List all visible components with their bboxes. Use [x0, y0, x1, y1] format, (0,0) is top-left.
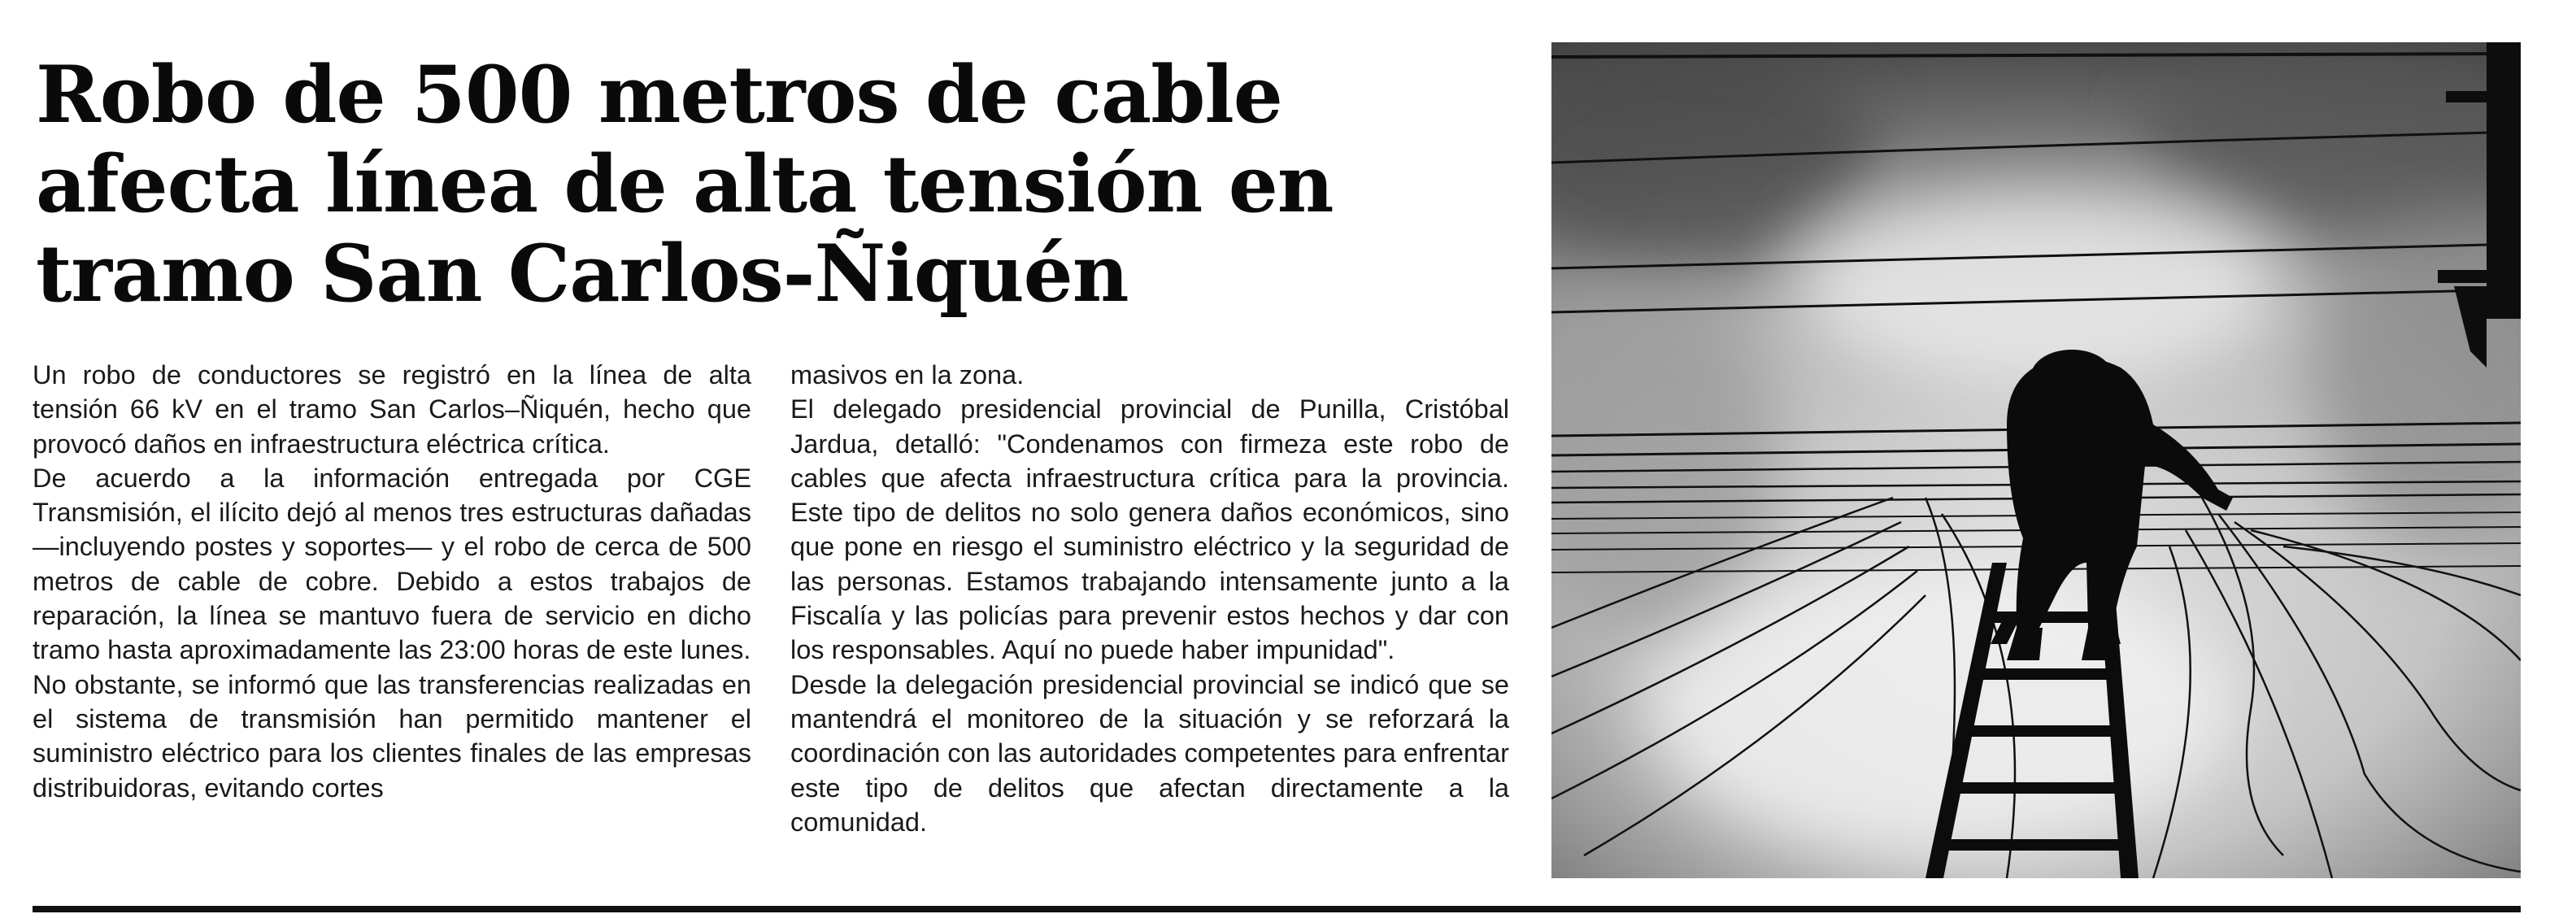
headline-line-3: tramo San Carlos-Ñiquén	[36, 228, 1129, 320]
article-headline	[36, 50, 1516, 319]
article-column-2	[790, 358, 1509, 839]
headline-line-1: Robo de 500 metros de cable	[36, 49, 1282, 141]
paragraph: El delegado presidencial provincial de Punilla, Cristóbal Jardua, detalló: "Condenamos con firmeza este robo de cables que afecta infraestructura crítica para la provincia. Este tipo de delitos no solo genera daños económicos, sino que pone en riesgo el suministro eléctrico y la seguridad de las personas. Estamos trabajando intensamente junto a la Fiscalía y las policías para prevenir estos hechos y dar con los responsables. Aquí no puede haber impunidad".	[790, 394, 1509, 665]
article-photo	[1551, 42, 2521, 878]
paragraph: Un robo de conductores se registró en la línea de alta tensión 66 kV en el tramo San Carlos–Ñiquén, hecho que provocó daños en infraestructura eléctrica crítica.	[33, 360, 751, 459]
paragraph: No obstante, se informó que las transferencias realizadas en el sistema de transmisión han permitido mantener el suministro eléctrico para los clientes finales de las empresas distribuidoras, evitando cortes	[33, 669, 751, 803]
paragraph: Desde la delegación presidencial provincial se indicó que se mantendrá el monitoreo de la situación y se reforzará la coordinación con las autoridades competentes para enfrentar este tipo de delitos que afectan directamente a la comunidad.	[790, 669, 1509, 837]
paragraph: De acuerdo a la información entregada por CGE Transmisión, el ilícito dejó al menos tres estructuras dañadas —incluyendo postes y soportes— y el robo de cerca de 500 metros de cable de cobre. Debido a estos trabajos de reparación, la línea se mantuvo fuera de servicio en dicho tramo hasta aproximadamente las 23:00 horas de este lunes.	[33, 463, 751, 665]
article-column-1	[33, 358, 751, 805]
bottom-rule	[33, 906, 2521, 912]
headline-line-2: afecta línea de alta tensión en	[36, 138, 1334, 230]
paragraph: masivos en la zona.	[790, 360, 1025, 390]
